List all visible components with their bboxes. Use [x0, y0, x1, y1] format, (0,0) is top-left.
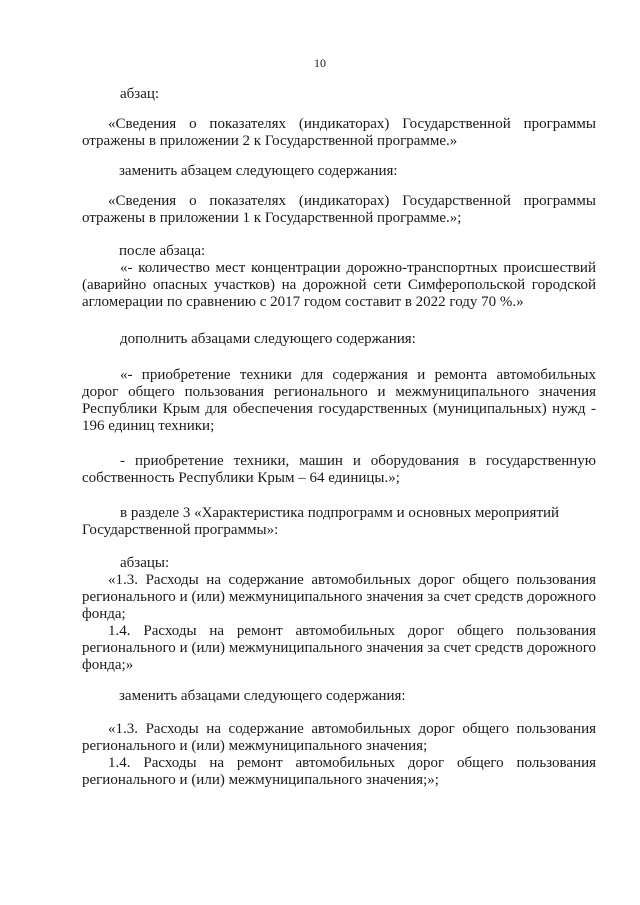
- text-line: собственность Республики Крым – 64 единицы.»;: [82, 470, 400, 486]
- text-line: «1.3. Расходы на содержание автомобильных дорог общего пользования: [108, 721, 596, 737]
- text-line: регионального и (или) межмуниципального значения;: [82, 738, 428, 754]
- paragraph-machinery-purchase: [82, 453, 596, 487]
- text-line: Государственной программы»:: [82, 522, 279, 538]
- text-line: отражены в приложении 2 к Государственной программе.»: [82, 133, 458, 149]
- paragraph-expenses-new: [82, 721, 596, 789]
- text-line: 196 единиц техники;: [82, 418, 215, 434]
- text-line: регионального и (или) межмуниципального значения за счет средств дорожного: [82, 640, 596, 656]
- text-line: агломерации по сравнению с 2017 годом составит в 2022 году 70 %.»: [82, 294, 524, 310]
- text-line: фонда;: [82, 606, 126, 622]
- text-line: дорог общего пользования регионального и межмуниципального значения: [82, 384, 596, 400]
- text-line: «Сведения о показателях (индикаторах) Государственной программы: [108, 116, 596, 132]
- paragraph-replace-instruction: [82, 163, 596, 180]
- paragraph-vehicles-purchase: [82, 367, 596, 435]
- text-line: - приобретение техники, машин и оборудования в государственную: [120, 453, 596, 469]
- text-line: заменить абзацами следующего содержания:: [119, 688, 406, 704]
- paragraph-after-instruction: [82, 243, 596, 311]
- text-line: абзацы:: [120, 555, 170, 571]
- text-line: фонда;»: [82, 657, 134, 673]
- paragraph-quote-new: [82, 193, 596, 227]
- page-number: 10: [314, 56, 326, 70]
- text-line: в разделе 3 «Характеристика подпрограмм и основных мероприятий: [120, 505, 560, 521]
- text-line: заменить абзацем следующего содержания:: [119, 163, 398, 179]
- text-line: регионального и (или) межмуниципального значения;»;: [82, 772, 439, 788]
- text-line: «- приобретение техники для содержания и ремонта автомобильных: [120, 367, 596, 383]
- text-line: «1.3. Расходы на содержание автомобильных дорог общего пользования: [108, 572, 596, 588]
- text-line: регионального и (или) межмуниципального значения за счет средств дорожного: [82, 589, 596, 605]
- text-line: «- количество мест концентрации дорожно-транспортных происшествий: [120, 260, 596, 276]
- paragraph-replace-many-instruction: [82, 688, 596, 705]
- paragraph-abzac: [82, 86, 596, 103]
- paragraph-section-3: [82, 505, 596, 539]
- text-line: «Сведения о показателях (индикаторах) Государственной программы: [108, 193, 596, 209]
- text-line: 1.4. Расходы на ремонт автомобильных дорог общего пользования: [108, 623, 596, 639]
- text-line: (аварийно опасных участков) на дорожной сети Симферопольской городской: [82, 277, 596, 293]
- paragraph-quote-old: [82, 116, 596, 150]
- text-line: дополнить абзацами следующего содержания:: [120, 331, 416, 347]
- paragraph-add-instruction: [82, 331, 596, 348]
- text-line: 1.4. Расходы на ремонт автомобильных дорог общего пользования: [108, 755, 596, 771]
- text-line: после абзаца:: [119, 243, 206, 259]
- text-line: отражены в приложении 1 к Государственной программе.»;: [82, 210, 462, 226]
- text-line: абзац:: [120, 86, 160, 102]
- paragraph-expenses-old: [82, 555, 596, 674]
- text-line: Республики Крым для обеспечения государственных (муниципальных) нужд -: [82, 401, 596, 417]
